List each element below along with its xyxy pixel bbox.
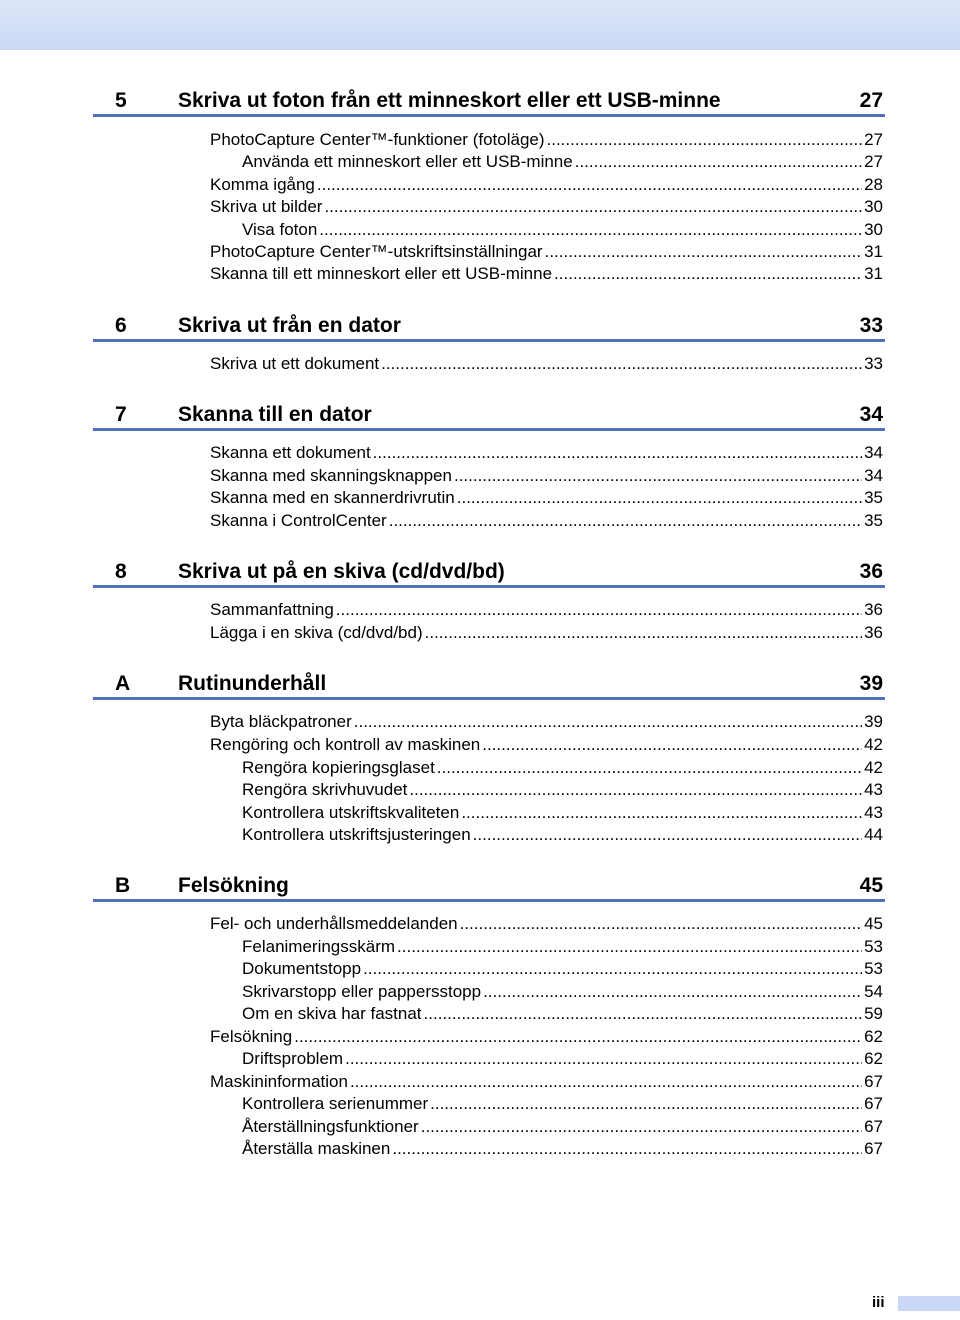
entry-page: 31 bbox=[864, 264, 883, 283]
dot-leader bbox=[482, 734, 862, 756]
toc-chapter-b[interactable] bbox=[93, 871, 885, 902]
toc-entry[interactable] bbox=[210, 353, 883, 375]
entry-page: 27 bbox=[864, 130, 883, 149]
entry-label: Skanna i ControlCenter bbox=[210, 511, 387, 530]
chapter-title: Skriva ut på en skiva (cd/dvd/bd) bbox=[178, 560, 505, 583]
entry-label: Komma igång bbox=[210, 175, 315, 194]
entry-page: 67 bbox=[864, 1072, 883, 1091]
entry-label: Byta bläckpatroner bbox=[210, 712, 352, 731]
entry-label: Skanna till ett minneskort eller ett USB-minne bbox=[210, 264, 553, 283]
toc-entry[interactable] bbox=[210, 487, 883, 509]
dot-leader bbox=[457, 487, 862, 509]
chapter-number: 6 bbox=[115, 314, 127, 337]
toc-entry[interactable] bbox=[210, 510, 883, 532]
chapter-title: Skanna till en dator bbox=[178, 403, 372, 426]
entry-page: 36 bbox=[864, 623, 883, 642]
dot-leader bbox=[373, 442, 862, 464]
entry-label: Skanna ett dokument bbox=[210, 443, 371, 462]
entry-page: 67 bbox=[864, 1139, 883, 1158]
entry-page: 62 bbox=[864, 1027, 883, 1046]
entry-label: Skriva ut ett dokument bbox=[210, 354, 380, 373]
toc-entry[interactable] bbox=[210, 913, 883, 935]
toc-entry[interactable] bbox=[210, 442, 883, 464]
entry-label: Kontrollera serienummer bbox=[242, 1094, 429, 1113]
entry-page: 31 bbox=[864, 242, 883, 261]
toc-entry[interactable] bbox=[210, 196, 883, 218]
entry-label: Driftsproblem bbox=[242, 1049, 344, 1068]
entry-label: Felsökning bbox=[210, 1027, 293, 1046]
chapter-title: Skriva ut från en dator bbox=[178, 314, 401, 337]
dot-leader bbox=[294, 1026, 862, 1048]
toc-entry[interactable] bbox=[210, 622, 883, 644]
entry-page: 28 bbox=[864, 175, 883, 194]
chapter-title: Skriva ut foton från ett minneskort eller ett USB-minne bbox=[178, 89, 721, 112]
entry-label: Felanimeringsskärm bbox=[242, 937, 396, 956]
toc-entry[interactable] bbox=[210, 174, 883, 196]
entry-label: Återställningsfunktioner bbox=[242, 1117, 419, 1136]
dot-leader bbox=[454, 465, 862, 487]
toc-entry[interactable] bbox=[210, 1071, 883, 1093]
entry-page: 33 bbox=[864, 354, 883, 373]
chapter-number: 5 bbox=[115, 89, 127, 112]
toc-entry[interactable] bbox=[210, 711, 883, 733]
toc-entry[interactable] bbox=[242, 936, 883, 958]
entry-label: Fel- och underhållsmeddelanden bbox=[210, 914, 458, 933]
dot-leader bbox=[350, 1071, 862, 1093]
dot-leader bbox=[354, 711, 862, 733]
entry-page: 42 bbox=[864, 735, 883, 754]
toc-entry[interactable] bbox=[242, 958, 883, 980]
toc-entry[interactable] bbox=[242, 1093, 883, 1115]
entry-label: Kontrollera utskriftsjusteringen bbox=[242, 825, 471, 844]
toc-entry[interactable] bbox=[242, 757, 883, 779]
toc-entry[interactable] bbox=[210, 263, 883, 285]
dot-leader bbox=[575, 151, 862, 173]
dot-leader bbox=[409, 779, 862, 801]
chapter-title: Felsökning bbox=[178, 874, 289, 897]
chapter-page: 39 bbox=[859, 672, 883, 695]
entry-page: 43 bbox=[864, 780, 883, 799]
entry-page: 59 bbox=[864, 1004, 883, 1023]
toc-entry[interactable] bbox=[242, 1116, 883, 1138]
entry-label: Återställa maskinen bbox=[242, 1139, 391, 1158]
entry-label: Skanna med en skannerdrivrutin bbox=[210, 488, 455, 507]
chapter-page: 36 bbox=[859, 560, 883, 583]
entry-label: Rengöring och kontroll av maskinen bbox=[210, 735, 481, 754]
dot-leader bbox=[547, 129, 863, 151]
entry-page: 34 bbox=[864, 443, 883, 462]
entry-label: PhotoCapture Center™-utskriftsinställningar bbox=[210, 242, 543, 261]
dot-leader bbox=[545, 241, 862, 263]
entry-label: Kontrollera utskriftskvaliteten bbox=[242, 803, 460, 822]
dot-leader bbox=[473, 824, 862, 846]
toc-entry[interactable] bbox=[242, 981, 883, 1003]
chapter-page: 45 bbox=[859, 874, 883, 897]
toc-entry[interactable] bbox=[210, 129, 883, 151]
toc-chapter-a[interactable] bbox=[93, 669, 885, 700]
toc-chapter-5[interactable] bbox=[93, 86, 885, 117]
entry-label: Sammanfattning bbox=[210, 600, 334, 619]
entry-label: Om en skiva har fastnat bbox=[242, 1004, 422, 1023]
entry-page: 67 bbox=[864, 1117, 883, 1136]
entry-page: 62 bbox=[864, 1049, 883, 1068]
entry-page: 43 bbox=[864, 803, 883, 822]
toc-entry[interactable] bbox=[210, 1026, 883, 1048]
entry-label: Skanna med skanningsknappen bbox=[210, 466, 452, 485]
dot-leader bbox=[437, 757, 862, 779]
entry-page: 36 bbox=[864, 600, 883, 619]
entry-label: Visa foton bbox=[242, 220, 318, 239]
entry-page: 45 bbox=[864, 914, 883, 933]
toc-entry[interactable] bbox=[242, 779, 883, 801]
entry-label: Använda ett minneskort eller ett USB-minne bbox=[242, 152, 573, 171]
toc-entry[interactable] bbox=[210, 465, 883, 487]
entry-label: Rengöra skrivhuvudet bbox=[242, 780, 408, 799]
dot-leader bbox=[345, 1048, 862, 1070]
toc-entry[interactable] bbox=[210, 734, 883, 756]
entry-label: Dokumentstopp bbox=[242, 959, 362, 978]
chapter-number: 8 bbox=[115, 560, 127, 583]
dot-leader bbox=[317, 174, 862, 196]
entry-page: 34 bbox=[864, 466, 883, 485]
chapter-number: B bbox=[115, 874, 131, 897]
toc-chapter-6[interactable] bbox=[93, 311, 885, 342]
dot-leader bbox=[319, 219, 862, 241]
toc-entry[interactable] bbox=[242, 1138, 883, 1160]
dot-leader bbox=[430, 1093, 862, 1115]
dot-leader bbox=[425, 622, 862, 644]
toc-entry[interactable] bbox=[210, 241, 883, 263]
entry-page: 39 bbox=[864, 712, 883, 731]
toc-entry[interactable] bbox=[242, 1048, 883, 1070]
dot-leader bbox=[336, 599, 862, 621]
entry-label: Skrivarstopp eller pappersstopp bbox=[242, 982, 482, 1001]
entry-label: Rengöra kopieringsglaset bbox=[242, 758, 435, 777]
entry-page: 53 bbox=[864, 959, 883, 978]
entry-label: Skriva ut bilder bbox=[210, 197, 323, 216]
entry-label: Maskininformation bbox=[210, 1072, 348, 1091]
dot-leader bbox=[397, 936, 862, 958]
toc-entry[interactable] bbox=[242, 824, 883, 846]
dot-leader bbox=[483, 981, 862, 1003]
footer-band bbox=[898, 1296, 960, 1311]
chapter-number: A bbox=[115, 672, 131, 695]
entry-page: 67 bbox=[864, 1094, 883, 1113]
dot-leader bbox=[460, 913, 862, 935]
entry-page: 30 bbox=[864, 220, 883, 239]
entry-page: 53 bbox=[864, 937, 883, 956]
dot-leader bbox=[363, 958, 862, 980]
dot-leader bbox=[421, 1116, 862, 1138]
chapter-page: 27 bbox=[859, 89, 883, 112]
dot-leader bbox=[381, 353, 862, 375]
chapter-page: 34 bbox=[859, 403, 883, 426]
dot-leader bbox=[392, 1138, 862, 1160]
dot-leader bbox=[554, 263, 862, 285]
toc-entry[interactable] bbox=[242, 219, 883, 241]
toc-entry[interactable] bbox=[242, 151, 883, 173]
entry-page: 54 bbox=[864, 982, 883, 1001]
dot-leader bbox=[424, 1003, 863, 1025]
toc-chapter-8[interactable] bbox=[93, 557, 885, 588]
header-band bbox=[0, 0, 960, 50]
entry-label: Lägga i en skiva (cd/dvd/bd) bbox=[210, 623, 423, 642]
entry-page: 44 bbox=[864, 825, 883, 844]
chapter-number: 7 bbox=[115, 403, 127, 426]
entry-page: 35 bbox=[864, 488, 883, 507]
chapter-page: 33 bbox=[859, 314, 883, 337]
entry-page: 27 bbox=[864, 152, 883, 171]
toc-chapter-7[interactable] bbox=[93, 400, 885, 431]
entry-page: 30 bbox=[864, 197, 883, 216]
chapter-title: Rutinunderhåll bbox=[178, 672, 327, 695]
dot-leader bbox=[389, 510, 862, 532]
entry-label: PhotoCapture Center™-funktioner (fotoläge) bbox=[210, 130, 545, 149]
entry-page: 42 bbox=[864, 758, 883, 777]
toc-entry[interactable] bbox=[210, 599, 883, 621]
toc-entry[interactable] bbox=[242, 802, 883, 824]
toc-entry[interactable] bbox=[242, 1003, 883, 1025]
dot-leader bbox=[461, 802, 862, 824]
dot-leader bbox=[324, 196, 862, 218]
entry-page: 35 bbox=[864, 511, 883, 530]
page-number: iii bbox=[872, 1294, 885, 1311]
